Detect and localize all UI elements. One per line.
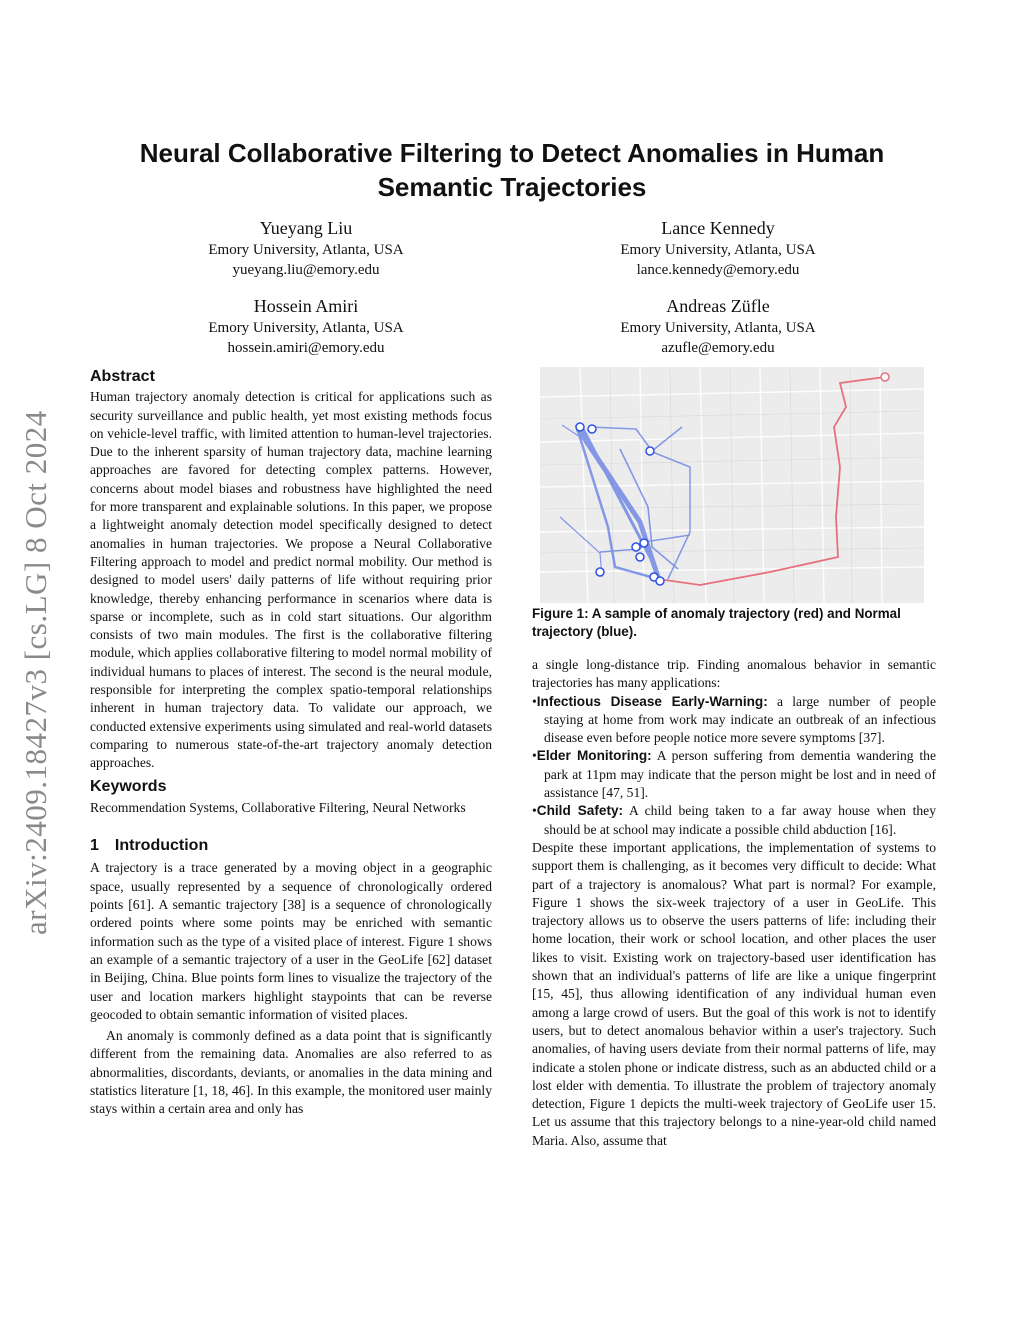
author-affiliation: Emory University, Atlanta, USA	[620, 320, 816, 336]
list-item-text: A person suffering from dementia wandering the park at 11pm may indicate that the person might be lost and in need of assistance [47, 51].	[544, 748, 936, 801]
author-block	[538, 294, 898, 358]
staypoint-marker	[636, 553, 644, 561]
list-item: •Elder Monitoring: A person suffering from dementia wandering the park at 11pm may indicate that the person might be lost and in need of assistance [47, 51].	[532, 748, 936, 801]
list-item: •Infectious Disease Early-Warning: a large number of people staying at home from work may indicate an outbreak of an infectious disease even before people notice more severe symptoms [37].	[532, 693, 936, 746]
list-item: •Child Safety: A child being taken to a far away house when they should be at school may indicate a possible child abduction [16].	[532, 803, 936, 837]
paragraph: Despite these important applications, the implementation of systems to support them is challenging, as it becomes very difficult to decide: What part of a trajectory is anomalous? What part is normal? For example, Figure 1 shows the six-week trajectory of a user in GeoLife. This trajectory allows us to observe the users patterns of life: including their home location, their work or school location, and other places the user likes to visit. Existing work on trajectory-based user identification has shown that an individual's patterns of life are like a unique fingerprint [15, 45], thus allowing identification of any individual human even among a large crowd of users. But the goal of this work is not to identify users, but to detect anomalous behavior within a user's trajectory. Such anomalies, of having users deviate from their normal patterns of life, may indicate a stolen phone or indicate distress, such as an abducted child or a lost elder with dementia. To illustrate the problem of trajectory anomaly detection, Figure 1 depicts the multi-week trajectory of GeoLife user 15. Let us assume that this trajectory belongs to a nine-year-old child named Maria. Also, assume that	[532, 839, 936, 1148]
section-title: Introduction	[114, 837, 209, 855]
keywords-text: Recommendation Systems, Collaborative Filtering, Neural Networks	[90, 799, 466, 815]
staypoint-marker	[596, 568, 604, 576]
author-affiliation: Emory University, Atlanta, USA	[620, 242, 816, 258]
staypoint-marker	[588, 425, 596, 433]
list-item-text: A child being taken to a far away house when they should be at school may indicate a possible child abduction [16].	[544, 803, 936, 837]
abstract-heading: Abstract	[90, 368, 155, 385]
paragraph: A trajectory is a trace generated by a moving object in a geographic space, usually represented by a sequence of chronologically ordered points [61]. A semantic trajectory [38] is a sequence of chronologically ordered points where some points may be enriched with semantic information such as the type of a visited place of interest. Figure 1 shows an example of a semantic trajectory of a user in the GeoLife [62] dataset in Beijing, China. Blue points form lines to visualize the trajectory of the user and location markers highlight staypoints that can be reverse geocoded to obtain semantic information of visited places.	[90, 860, 492, 1022]
author-name: Yueyang Liu	[259, 218, 353, 238]
list-item-term: Elder Monitoring:	[536, 748, 652, 764]
left-column	[90, 368, 492, 1119]
paragraph: a single long-distance trip. Finding anomalous behavior in semantic trajectories has many applications:	[532, 657, 936, 691]
staypoint-marker	[576, 423, 584, 431]
author-affiliation: Emory University, Atlanta, USA	[208, 242, 404, 258]
author-affiliation: Emory University, Atlanta, USA	[208, 320, 404, 336]
author-block	[538, 216, 898, 280]
staypoint-marker	[656, 577, 664, 585]
author-email: azufle@emory.edu	[661, 340, 775, 356]
section-heading	[90, 837, 492, 855]
figure-caption: Figure 1: A sample of anomaly trajectory (red) and Normal trajectory (blue).	[532, 606, 901, 639]
author-email: hossein.amiri@emory.edu	[227, 340, 385, 356]
section-number: 1	[90, 837, 99, 855]
paragraph: An anomaly is commonly defined as a data point that is significantly different from the remaining data. Anomalies are also referred to as abnormalities, discordants, deviants, or anomalies in the data mining and statistics literature [1, 18, 46]. In this example, the monitored user mainly stays within a certain area and only has	[90, 1028, 492, 1117]
staypoint-marker	[646, 447, 654, 455]
application-list	[532, 693, 936, 839]
anomaly-marker	[881, 373, 889, 381]
author-email: lance.kennedy@emory.edu	[636, 262, 800, 278]
paper-title: Neural Collaborative Filtering to Detect Anomalies in Human Semantic Trajectories	[139, 138, 885, 202]
author-name: Lance Kennedy	[661, 218, 775, 238]
list-item-term: Child Safety:	[536, 803, 624, 819]
staypoint-marker	[640, 539, 648, 547]
author-block	[126, 216, 486, 280]
list-item-text: a large number of people staying at home from work may indicate an outbreak of an infectious disease even before people notice more severe symptoms [37].	[544, 693, 936, 746]
list-item-term: Infectious Disease Early-Warning:	[536, 693, 768, 709]
author-block	[126, 294, 486, 358]
keywords-heading: Keywords	[90, 777, 167, 795]
arxiv-identifier: arXiv:2409.18427v3 [cs.LG] 8 Oct 2024	[18, 410, 53, 935]
right-column	[532, 656, 936, 1150]
figure-1-map	[540, 367, 924, 603]
author-name: Andreas Züfle	[666, 296, 770, 316]
staypoint-marker	[632, 543, 640, 551]
trajectory-map	[540, 367, 924, 603]
abstract-text: Human trajectory anomaly detection is critical for applications such as security surveillance and public health, yet most existing methods focus on vehicle-level traffic, with limited attention to human-level trajectories. Due to the inherent sparsity of human trajectory data, machine learning approaches are favored for detecting complex patterns. However, concerns about model biases and robustness have highlighted the need for more transparent and explainable solutions. In this paper, we propose a lightweight anomaly detection model specifically designed to detect anomalies in human trajectories. We propose a Neural Collaborative Filtering approach to model and predict normal mobility. Our method is designed to model users' daily patterns of life without requiring prior knowledge, thereby enhancing performance in scenarios where data is sparse or incomplete, such as in cold start situations. Our algorithm consists of two main modules. The first is the collaborative filtering module, which applies collaborative filtering to model normal mobility of individual humans to places of interest. The second is the neural module, responsible for interpreting the complex spatio-temporal relationships inherent in human trajectory data. To validate our approach, we conducted extensive experiments using simulated and real-world datasets comparing to numerous state-of-the-art trajectory anomaly detection approaches.	[90, 389, 492, 771]
author-email: yueyang.liu@emory.edu	[232, 262, 380, 278]
author-name: Hossein Amiri	[253, 296, 359, 316]
